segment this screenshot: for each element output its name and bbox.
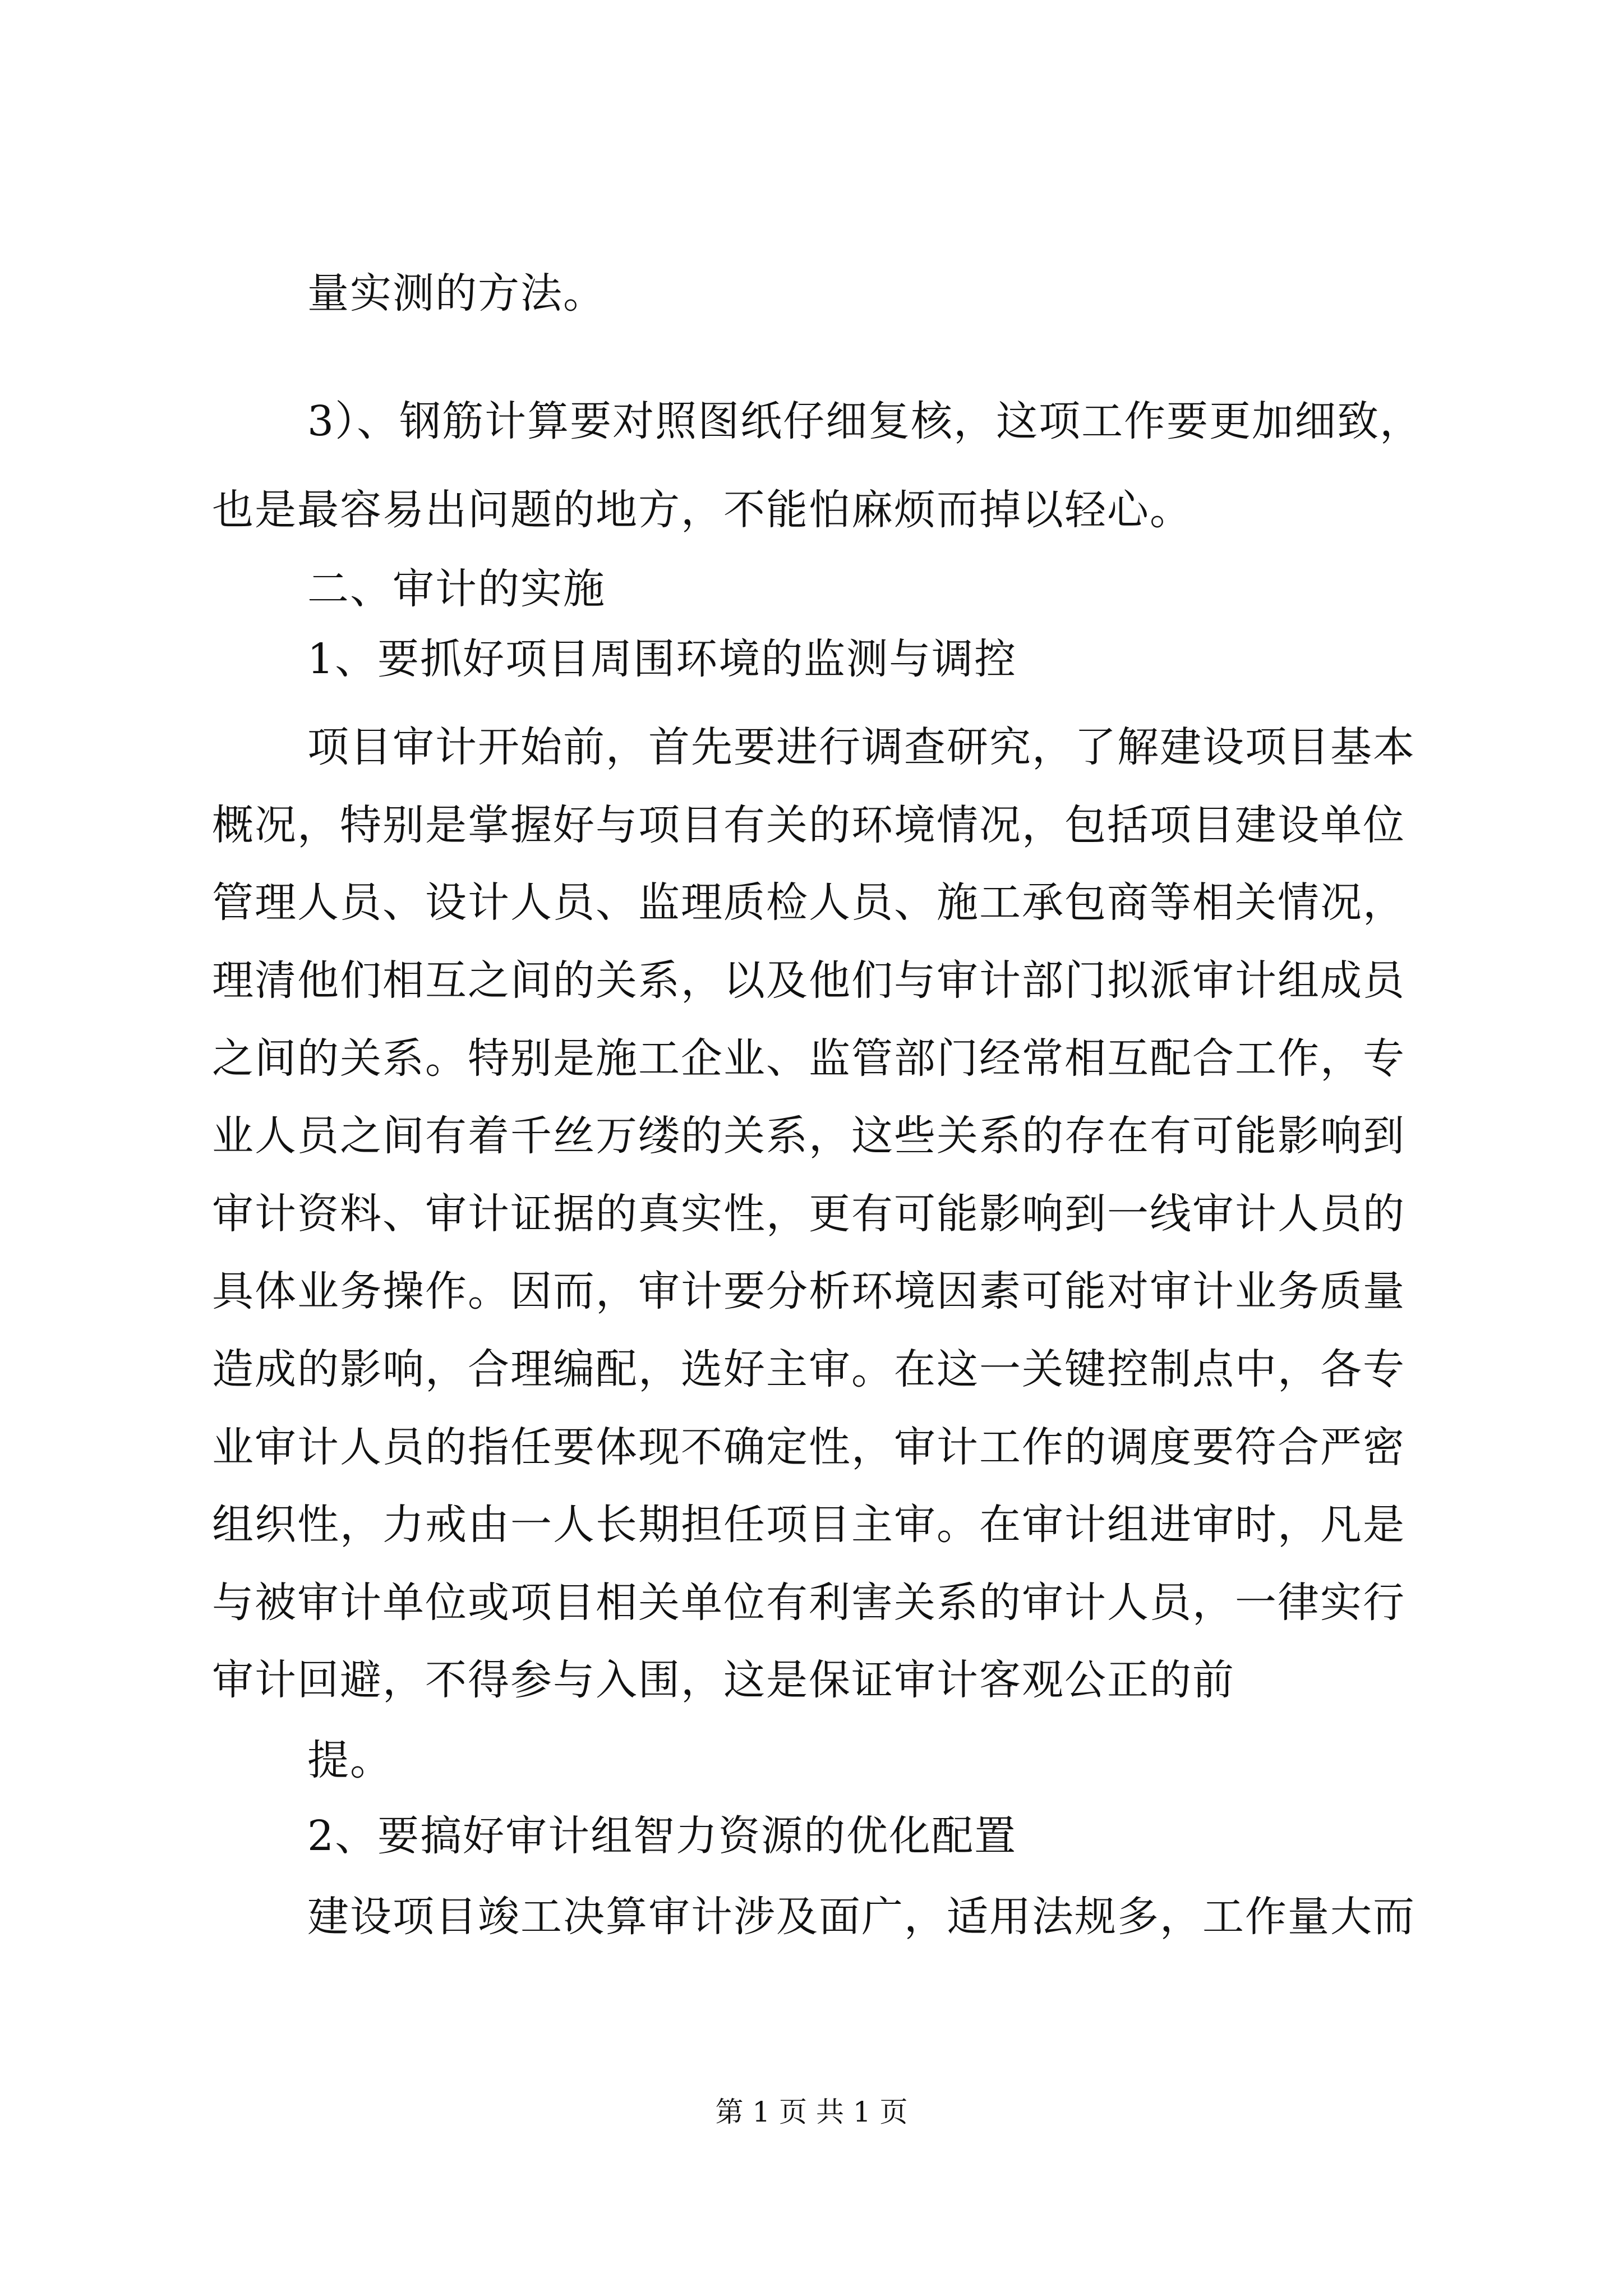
text-line: 概况，特别是掌握好与项目有关的环境情况，包括项目建设单位 (212, 801, 1405, 849)
subsection-heading: 2、要搞好审计组智力资源的优化配置 (307, 1812, 1017, 1860)
text-line: 建设项目竣工决算审计涉及面广，适用法规多，工作量大而 (307, 1893, 1415, 1941)
text-line: 3）、钢筋计算要对照图纸仔细复核，这项工作要更加细致， (307, 397, 1423, 445)
text-line: 具体业务操作。因而，审计要分析环境因素可能对审计业务质量 (212, 1267, 1405, 1315)
text-line: 之间的关系。特别是施工企业、监管部门经常相互配合工作，专 (212, 1034, 1405, 1083)
text-line: 项目审计开始前，首先要进行调查研究，了解建设项目基本 (307, 723, 1415, 771)
text-line: 业人员之间有着千丝万缕的关系，这些关系的存在有可能影响到 (212, 1112, 1405, 1160)
text-line: 提。 (307, 1736, 393, 1784)
text-line: 与被审计单位或项目相关单位有利害关系的审计人员，一律实行 (212, 1579, 1405, 1627)
text-line: 审计回避，不得参与入围，这是保证审计客观公正的前 (212, 1656, 1235, 1704)
text-line: 组织性，力戒由一人长期担任项目主审。在审计组进审时，凡是 (212, 1501, 1405, 1549)
subsection-heading: 1、要抓好项目周围环境的监测与调控 (307, 635, 1017, 683)
text-line: 管理人员、设计人员、监理质检人员、施工承包商等相关情况， (212, 878, 1405, 927)
text-line: 也是最容易出问题的地方，不能怕麻烦而掉以轻心。 (212, 486, 1192, 534)
text-line: 理清他们相互之间的关系，以及他们与审计部门拟派审计组成员 (212, 956, 1405, 1005)
section-heading: 二、审计的实施 (307, 565, 606, 613)
text-line: 审计资料、审计证据的真实性，更有可能影响到一线审计人员的 (212, 1190, 1405, 1238)
page-footer: 第 1 页 共 1 页 (715, 2096, 908, 2128)
text-line: 造成的影响，合理编配，选好主审。在这一关键控制点中，各专 (212, 1345, 1405, 1393)
text-line: 量实测的方法。 (307, 269, 606, 318)
text-line: 业审计人员的指任要体现不确定性，审计工作的调度要符合严密 (212, 1423, 1405, 1471)
